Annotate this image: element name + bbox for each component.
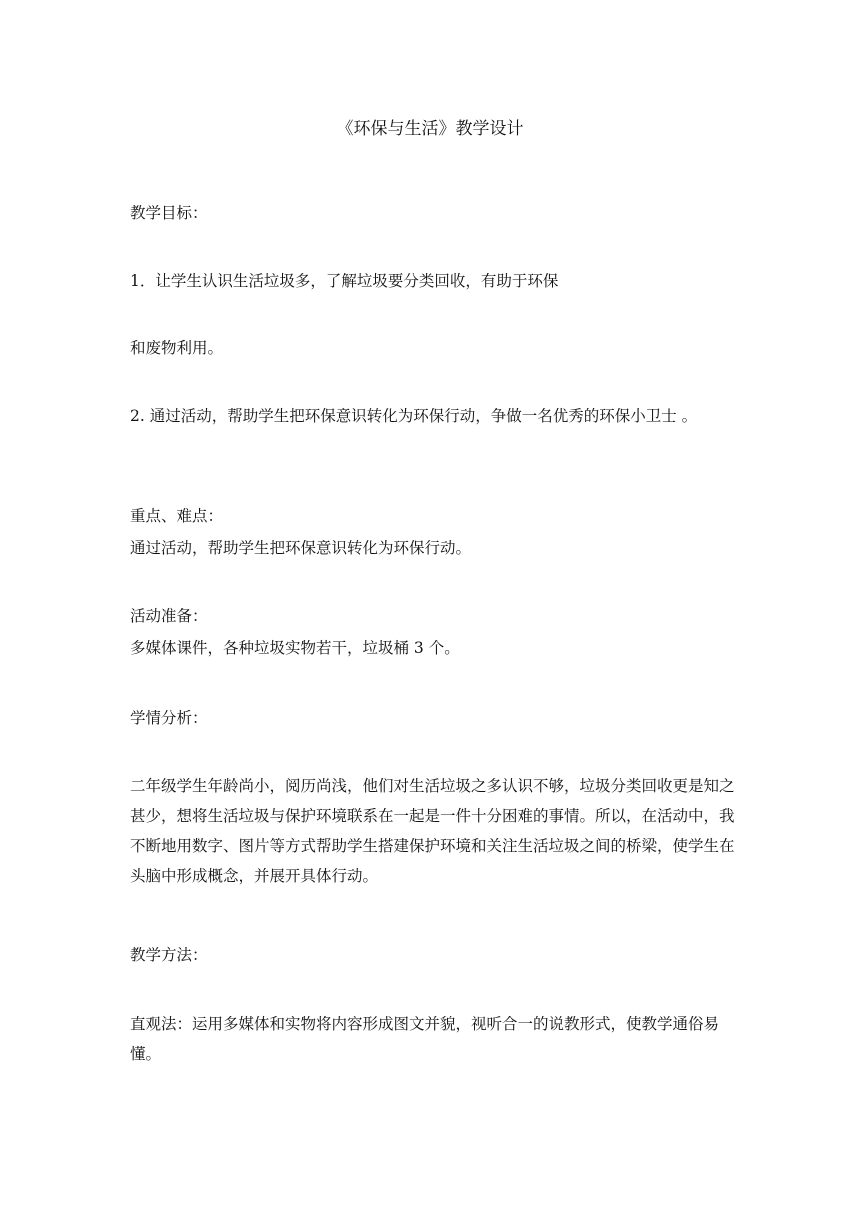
page-title: 《环保与生活》教学设计 [336,119,524,139]
method-text: 直观法：运用多媒体和实物将内容形成图文并貌，视听合一的说教形式，使教学通俗易懂。 [130,1015,720,1063]
analysis-heading: 学情分析： [130,709,208,727]
goal-2: 2. 通过活动，帮助学生把环保意识转化为环保行动，争做一名优秀的环保小卫士 。 [130,407,698,425]
key-points-text: 通过活动，帮助学生把环保意识转化为环保行动。 [130,539,472,557]
goal-1-line-2: 和废物利用。 [130,339,224,357]
goals-heading: 教学目标： [130,204,208,222]
preparation-heading: 活动准备： [130,607,208,625]
method-heading: 教学方法： [130,946,208,964]
preparation-text: 多媒体课件，各种垃圾实物若干，垃圾桶 3 个。 [130,639,460,657]
analysis-text: 二年级学生年龄尚小，阅历尚浅，他们对生活垃圾之多认识不够，垃圾分类回收更是知之甚少，想将生活垃圾与保护环境联系在一起是一件十分困难的事情。所以，在活动中，我不断地用数字、图片等方式帮助学生搭建保护环境和关注生活垃圾之间的桥梁，使学生在头脑中形成概念，并展开具体行动。 [130,777,735,885]
goal-1-line-1: 1．让学生认识生活垃圾多，了解垃圾要分类回收，有助于环保 [130,272,559,290]
key-points-heading: 重点、难点： [130,507,224,525]
